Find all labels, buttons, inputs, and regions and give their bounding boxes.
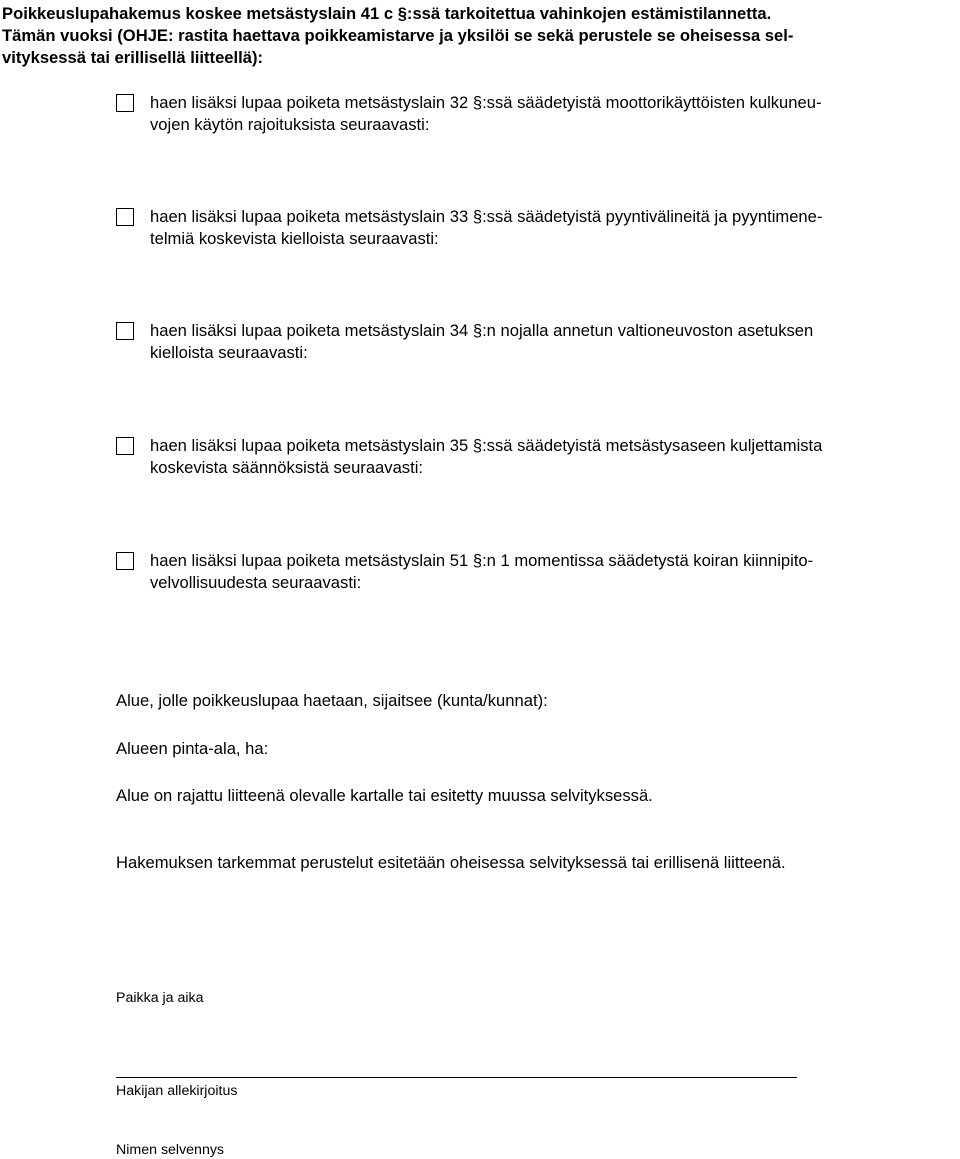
option-34-line-2: kielloista seuraavasti:	[150, 343, 308, 362]
area-location-label: Alue, jolle poikkeuslupaa haetaan, sijaitsee (kunta/kunnat):	[116, 691, 548, 710]
checkbox-option-35[interactable]	[116, 437, 134, 455]
checkbox-option-34[interactable]	[116, 322, 134, 340]
option-34-text	[150, 320, 952, 364]
area-map-note: Alue on rajattu liitteenä olevalle kartalle tai esitetty muussa selvityksessä.	[116, 786, 653, 805]
grounds-note: Hakemuksen tarkemmat perustelut esitetään oheisessa selvityksessä tai erillisenä liitteenä.	[116, 853, 786, 872]
header-line-1: Poikkeuslupahakemus koskee metsästyslain 41 c §:ssä tarkoitettua vahinkojen estämistilannetta.	[2, 4, 772, 23]
option-32-line-2: vojen käytön rajoituksista seuraavasti:	[150, 115, 430, 134]
option-35-line-1: haen lisäksi lupaa poiketa metsästyslain 35 §:ssä säädetyistä metsästysaseen kuljettamista	[150, 436, 823, 455]
signature-line	[116, 1077, 797, 1078]
option-32-line-1: haen lisäksi lupaa poiketa metsästyslain 32 §:ssä säädetyistä moottorikäyttöisten kulkuneu-	[150, 93, 822, 112]
signature-label: Hakijan allekirjoitus	[116, 1083, 238, 1099]
checkbox-option-32[interactable]	[116, 94, 134, 112]
option-51-line-1: haen lisäksi lupaa poiketa metsästyslain 51 §:n 1 momentissa säädetystä koiran kiinnipito-	[150, 551, 814, 570]
header-line-2: Tämän vuoksi (OHJE: rastita haettava poikkeamistarve ja yksilöi se sekä perustele se oheisessa sel-	[2, 26, 794, 45]
option-33-line-1: haen lisäksi lupaa poiketa metsästyslain 33 §:ssä säädetyistä pyyntivälineitä ja pyyntimene-	[150, 207, 823, 226]
header-line-3: vityksessä tai erillisellä liitteellä):	[2, 48, 264, 67]
area-size-label: Alueen pinta-ala, ha:	[116, 739, 269, 758]
name-clarification-label: Nimen selvennys	[116, 1142, 225, 1158]
option-35-text	[150, 435, 952, 479]
option-34-line-1: haen lisäksi lupaa poiketa metsästyslain 34 §:n nojalla annetun valtioneuvoston asetuksen	[150, 321, 814, 340]
option-33-text	[150, 206, 952, 250]
place-date-label: Paikka ja aika	[116, 990, 204, 1006]
option-33-line-2: telmiä koskevista kielloista seuraavasti:	[150, 229, 439, 248]
form-header	[2, 3, 952, 69]
option-35-line-2: koskevista säännöksistä seuraavasti:	[150, 458, 424, 477]
option-32-text	[150, 92, 952, 136]
option-51-line-2: velvollisuudesta seuraavasti:	[150, 573, 362, 592]
checkbox-option-51[interactable]	[116, 552, 134, 570]
checkbox-option-33[interactable]	[116, 208, 134, 226]
option-51-text	[150, 550, 952, 594]
